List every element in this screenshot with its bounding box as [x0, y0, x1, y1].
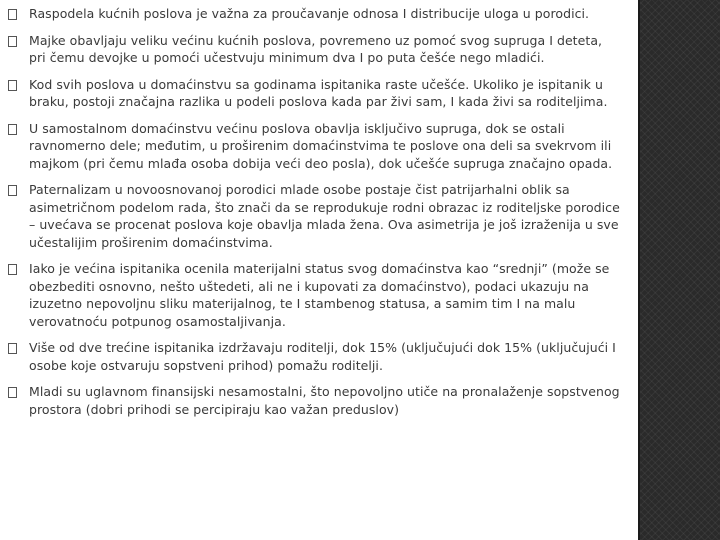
bullet-text: Iako je većina ispitanika ocenila materijalni status svog domaćinstva kao “srednji” (može se obezbediti osnovno, nešto uštedeti, ali ne i kupovati za domaćinstvo), podaci ukazuju na izuzetno nepovoljnu sliku materijalnog, te I stambenog statusa, a samim tim I na malu verovatnoću potpunog osamostaljivanja.	[29, 261, 610, 329]
bullet-text: Paternalizam u novoosnovanoj porodici mlade osobe postaje čist patrijarhalni oblik sa asimetričnom podelom rada, što znači da se reprodukuje rodni obrazac iz roditeljske porodice – uvećava se procenat poslova koje obavlja mlada žena. Ova asimetrija je još izraženija u sve učestalijim proširenim domaćinstvima.	[29, 182, 620, 250]
bullet-text: Kod svih poslova u domaćinstvu sa godinama ispitanika raste učešće. Ukoliko je ispitanik u braku, postoji značajna razlika u podeli poslova kada par živi sam, I kada živi sa roditeljima.	[29, 76, 608, 109]
bullet-item	[8, 181, 620, 251]
slide-content	[8, 5, 620, 427]
bullet-item	[8, 32, 620, 67]
bullet-item	[8, 383, 620, 418]
checkbox-square-icon	[8, 185, 17, 196]
bullet-item	[8, 260, 620, 330]
bullet-item	[8, 120, 620, 173]
checkbox-square-icon	[8, 80, 17, 91]
bullet-item	[8, 339, 620, 374]
checkbox-square-icon	[8, 124, 17, 135]
bullet-item	[8, 76, 620, 111]
bullet-list	[8, 5, 620, 418]
checkbox-square-icon	[8, 387, 17, 398]
checkbox-square-icon	[8, 9, 17, 20]
bullet-item	[8, 5, 620, 23]
checkbox-square-icon	[8, 264, 17, 275]
checkbox-square-icon	[8, 343, 17, 354]
bullet-text: U samostalnom domaćinstvu većinu poslova obavlja isključivo supruga, dok se ostali ravnomerno dele; međutim, u proširenim domaćinstvima te poslove ona deli sa svekrvom ili majkom (pri čemu mlađa osoba dobija veći deo posla), dok učešće supruga značajno opada.	[29, 120, 613, 171]
bullet-text: Mladi su uglavnom finansijski nesamostalni, što nepovoljno utiče na pronalaženje sopstvenog prostora (dobri prihodi se percipiraju kao važan preduslov)	[29, 384, 620, 417]
decorative-sidebar	[640, 0, 720, 540]
checkbox-square-icon	[8, 36, 17, 47]
bullet-text: Majke obavljaju veliku većinu kućnih poslova, povremeno uz pomoć svog supruga I deteta, pri čemu devojke u pomoći učestvuju minimum dva I po puta češće nego mladići.	[29, 32, 603, 65]
bullet-text: Raspodela kućnih poslova je važna za proučavanje odnosa I distribucije uloga u porodici.	[29, 6, 590, 21]
bullet-text: Više od dve trećine ispitanika izdržavaju roditelji, dok 15% (uključujući dok 15% (uključujući I osobe koje ostvaruju sopstveni prihod) pomažu roditelji.	[29, 340, 616, 373]
